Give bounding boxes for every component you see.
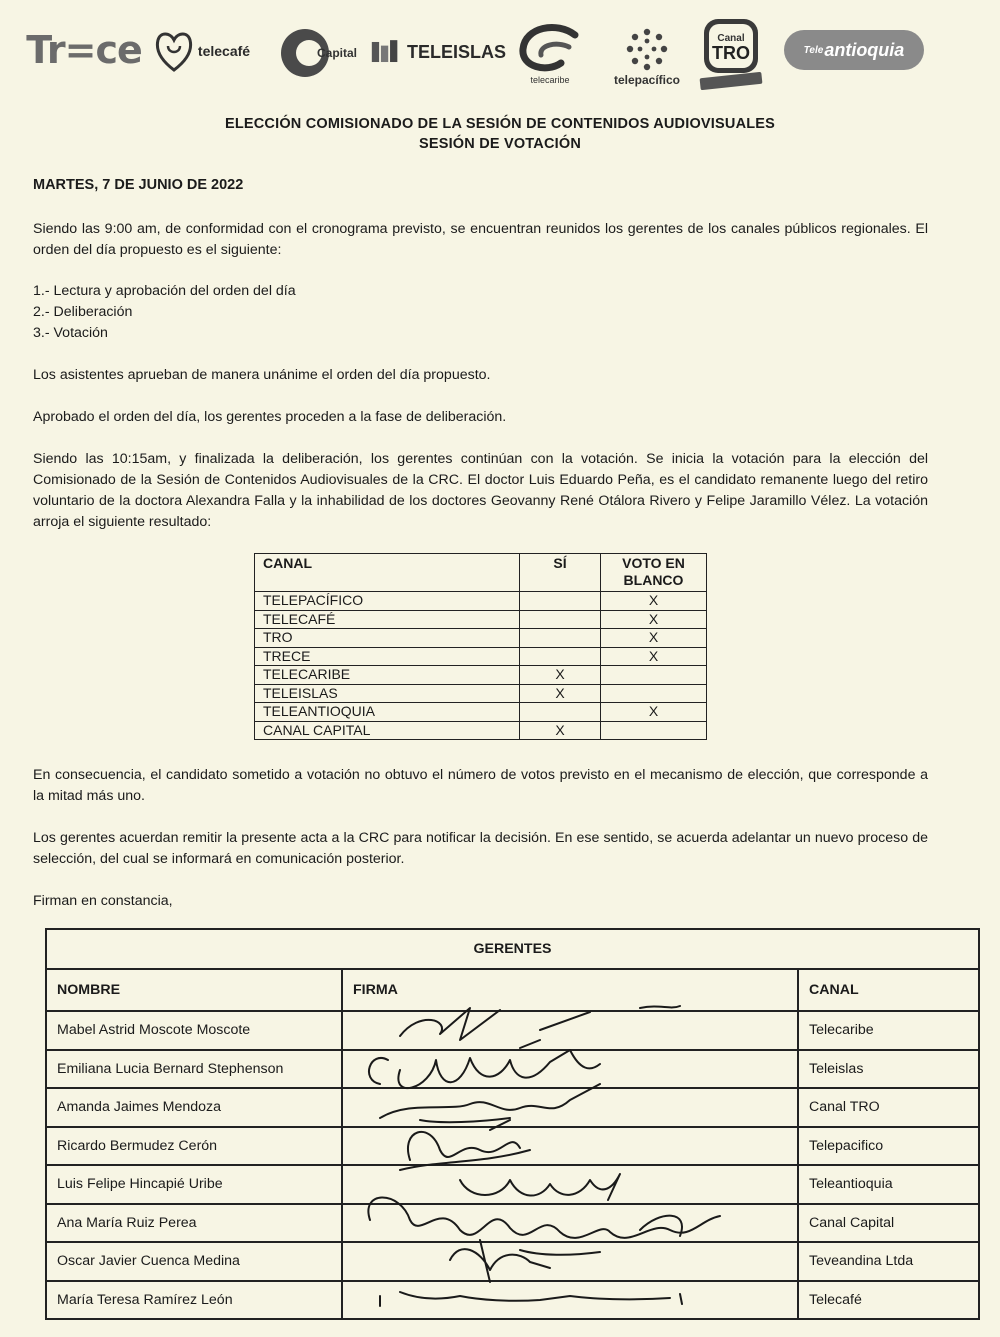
vote-canal: TELEPACÍFICO bbox=[255, 592, 520, 611]
managers-header-canal: CANAL bbox=[798, 969, 979, 1011]
tro-badge-icon bbox=[698, 15, 764, 93]
table-row bbox=[255, 721, 707, 740]
vote-blanco: X bbox=[601, 703, 707, 722]
agreement-paragraph: Los gerentes acuerdan remitir la presente acta a la CRC para notificar la decisión. En ese sentido, se acuerda adelantar un nuevo proceso de selección, del cual se informará en comunicación posterior. bbox=[33, 830, 928, 867]
manager-name: Luis Felipe Hincapié Uribe bbox=[46, 1165, 342, 1204]
manager-signature-cell bbox=[342, 1165, 798, 1204]
vote-si: X bbox=[520, 684, 601, 703]
agenda-item-3: 3.- Votación bbox=[33, 325, 108, 341]
sign-off-line: Firman en constancia, bbox=[33, 893, 173, 909]
table-row bbox=[46, 1242, 979, 1281]
vote-si bbox=[520, 610, 601, 629]
managers-table bbox=[45, 928, 980, 1320]
tro-main-label: TRO bbox=[712, 43, 750, 63]
telecaribe-logo-text: telecaribe bbox=[530, 75, 570, 85]
vote-blanco: X bbox=[601, 647, 707, 666]
table-row bbox=[255, 647, 707, 666]
voting-paragraph: Siendo las 10:15am, y finalizada la deliberación, los gerentes continúan con la votación. Se inicia la votación para la elección del Comisionado de la Sesión de Contenidos Audiovisuales de la CRC. El doctor Luis Eduardo Peña, es el candidato remanente luego del retiro voluntario de la doctora Alexandra Falla y la inhabilidad de los doctores Geovanny René Otálora Rivero y Felipe Jaramillo Vélez. La votación arroja el siguiente resultado: bbox=[33, 451, 928, 530]
telepacifico-dots-icon bbox=[624, 27, 670, 73]
teleantioquia-prefix: Tele bbox=[803, 44, 824, 56]
teleislas-logo bbox=[370, 32, 506, 72]
manager-name: Ricardo Bermudez Cerón bbox=[46, 1127, 342, 1166]
vote-blanco bbox=[601, 666, 707, 685]
votes-header-si: SÍ bbox=[520, 554, 601, 592]
consequence-paragraph: En consecuencia, el candidato sometido a votación no obtuvo el número de votos previsto en el mecanismo de elección, que corresponde a la mitad más uno. bbox=[33, 767, 928, 804]
vote-si bbox=[520, 703, 601, 722]
vote-canal: TELECARIBE bbox=[255, 666, 520, 685]
vote-canal: TELEANTIOQUIA bbox=[255, 703, 520, 722]
telecafe-heart-icon bbox=[154, 28, 194, 74]
trece-logo bbox=[28, 26, 140, 74]
votes-header-canal: CANAL bbox=[255, 554, 520, 592]
managers-header-nombre: NOMBRE bbox=[46, 969, 342, 1011]
vote-blanco: X bbox=[601, 610, 707, 629]
table-row bbox=[255, 629, 707, 648]
manager-name: Mabel Astrid Moscote Moscote bbox=[46, 1011, 342, 1050]
manager-channel: Teveandina Ltda bbox=[798, 1242, 979, 1281]
telecaribe-logo bbox=[514, 18, 586, 90]
teleislas-waves-icon bbox=[370, 37, 401, 67]
session-date: MARTES, 7 DE JUNIO DE 2022 bbox=[33, 177, 244, 193]
vote-canal: TELEISLAS bbox=[255, 684, 520, 703]
manager-name: Amanda Jaimes Mendoza bbox=[46, 1088, 342, 1127]
teleantioquia-logo-text: antioquia bbox=[824, 39, 905, 60]
table-row bbox=[46, 1127, 979, 1166]
manager-signature-cell bbox=[342, 1050, 798, 1089]
manager-signature-cell bbox=[342, 1281, 798, 1320]
table-row bbox=[46, 1011, 979, 1050]
table-row bbox=[46, 1165, 979, 1204]
table-row bbox=[255, 610, 707, 629]
table-row bbox=[46, 1204, 979, 1243]
vote-canal: TRECE bbox=[255, 647, 520, 666]
manager-channel: Canal TRO bbox=[798, 1088, 979, 1127]
telepacifico-logo-text: telepacífico bbox=[613, 73, 681, 87]
manager-name: Oscar Javier Cuenca Medina bbox=[46, 1242, 342, 1281]
document-title: ELECCIÓN COMISIONADO DE LA SESIÓN DE CONTENIDOS AUDIOVISUALES bbox=[224, 116, 776, 132]
managers-header-firma: FIRMA bbox=[342, 969, 798, 1011]
agenda-approval-paragraph: Los asistentes aprueban de manera unánime el orden del día propuesto. bbox=[33, 367, 491, 383]
managers-table-title-row bbox=[46, 929, 979, 969]
vote-blanco: X bbox=[601, 592, 707, 611]
trece-logo-text: Tr=ce bbox=[26, 28, 142, 72]
manager-channel: Telepacifico bbox=[798, 1127, 979, 1166]
document-subtitle: SESIÓN DE VOTACIÓN bbox=[418, 136, 582, 152]
vote-si: X bbox=[520, 721, 601, 740]
table-row bbox=[255, 666, 707, 685]
manager-signature-cell bbox=[342, 1127, 798, 1166]
table-row bbox=[46, 1088, 979, 1127]
agenda-item-2: 2.- Deliberación bbox=[33, 304, 133, 320]
manager-name: María Teresa Ramírez León bbox=[46, 1281, 342, 1320]
manager-channel: Teleantioquia bbox=[798, 1165, 979, 1204]
vote-si bbox=[520, 592, 601, 611]
deliberation-paragraph: Aprobado el orden del día, los gerentes proceden a la fase de deliberación. bbox=[33, 409, 507, 425]
vote-si bbox=[520, 647, 601, 666]
managers-table-title: GERENTES bbox=[46, 929, 979, 969]
table-row bbox=[255, 703, 707, 722]
teleislas-logo-text: TELEISLAS bbox=[406, 41, 506, 62]
capital-logo bbox=[268, 20, 364, 86]
table-row bbox=[46, 1281, 979, 1320]
manager-signature-cell bbox=[342, 1011, 798, 1050]
votes-table-header bbox=[255, 554, 707, 592]
votes-header-blanco: VOTO EN BLANCO bbox=[601, 554, 707, 592]
opening-paragraph: Siendo las 9:00 am, de conformidad con el cronograma previsto, se encuentran reunidos los gerentes de los canales públicos regionales. El orden del día propuesto es el siguiente: bbox=[33, 221, 928, 258]
manager-name: Emiliana Lucia Bernard Stephenson bbox=[46, 1050, 342, 1089]
manager-channel: Canal Capital bbox=[798, 1204, 979, 1243]
telecafe-logo-text: telecafé bbox=[197, 43, 251, 59]
manager-signature-cell bbox=[342, 1242, 798, 1281]
tro-logo bbox=[696, 14, 766, 94]
vote-blanco bbox=[601, 721, 707, 740]
telecafe-logo bbox=[146, 24, 258, 78]
vote-si bbox=[520, 629, 601, 648]
managers-table-header bbox=[46, 969, 979, 1011]
tro-small-label: Canal bbox=[717, 33, 745, 44]
telepacifico-logo bbox=[602, 22, 692, 92]
channel-logos bbox=[24, 14, 974, 96]
vote-blanco: X bbox=[601, 629, 707, 648]
manager-channel: Telecaribe bbox=[798, 1011, 979, 1050]
telecaribe-swirl-icon bbox=[517, 23, 583, 79]
table-row bbox=[46, 1050, 979, 1089]
manager-signature-cell bbox=[342, 1088, 798, 1127]
table-row bbox=[255, 684, 707, 703]
table-row bbox=[255, 592, 707, 611]
vote-canal: TRO bbox=[255, 629, 520, 648]
manager-name: Ana María Ruiz Perea bbox=[46, 1204, 342, 1243]
manager-signature-cell bbox=[342, 1204, 798, 1243]
votes-table bbox=[254, 553, 707, 740]
vote-canal: CANAL CAPITAL bbox=[255, 721, 520, 740]
manager-channel: Telecafé bbox=[798, 1281, 979, 1320]
capital-logo-text: Capital bbox=[316, 46, 357, 60]
manager-channel: Teleislas bbox=[798, 1050, 979, 1089]
vote-canal: TELECAFÉ bbox=[255, 610, 520, 629]
vote-blanco bbox=[601, 684, 707, 703]
vote-si: X bbox=[520, 666, 601, 685]
teleantioquia-logo bbox=[784, 30, 924, 70]
agenda-item-1: 1.- Lectura y aprobación del orden del día bbox=[33, 283, 296, 299]
